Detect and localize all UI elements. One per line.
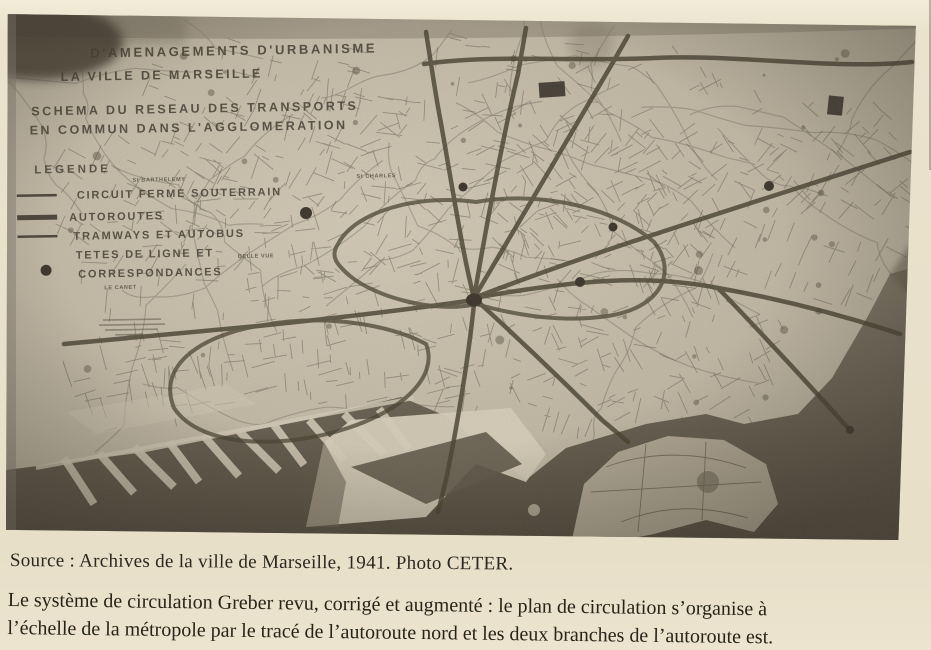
figure-caption [7,587,926,650]
map-photo [6,12,926,547]
figure-source-line: Source : Archives de la ville de Marseille, 1941. Photo CETER. [9,550,514,575]
photo-grain [6,12,926,547]
figure-caption-line2: l’échelle de la métropole par le tracé de l’autoroute nord et les deux branches de l’autoroute est. [7,616,774,648]
figure-caption-line1: Le système de circulation Greber revu, corrigé et augmenté : le plan de circulation s’organise à [7,588,768,621]
marseille-map-figure [6,12,926,547]
